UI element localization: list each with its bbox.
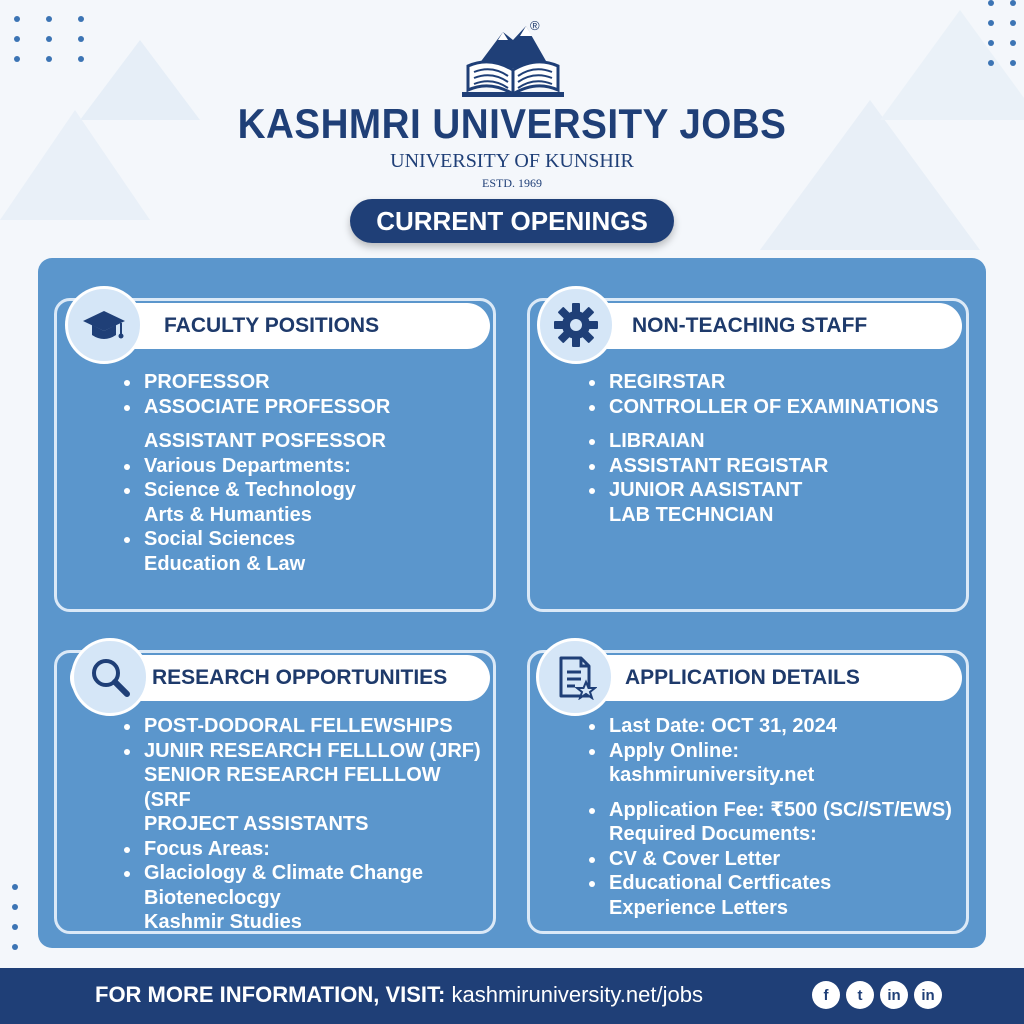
non-teaching-list bbox=[585, 370, 965, 527]
document-badge-icon bbox=[536, 638, 614, 716]
list-item: SENIOR RESEARCH FELLLOW (SRF bbox=[144, 764, 441, 811]
university-name: UNIVERSITY OF KUNSHIR bbox=[390, 150, 634, 172]
list-item: JUNIOR AASISTANT bbox=[585, 478, 965, 503]
facebook-icon[interactable]: f bbox=[812, 981, 840, 1009]
footer-url-link[interactable]: kashmiruniversity.net/jobs bbox=[451, 982, 703, 1007]
gear-icon bbox=[537, 286, 615, 364]
list-item: Education & Law bbox=[144, 552, 306, 575]
list-item: Educational Certficates bbox=[585, 871, 965, 896]
twitter-icon[interactable]: t bbox=[846, 981, 874, 1009]
graduation-cap-icon bbox=[65, 286, 143, 364]
established-year: ESTD. 1969 bbox=[482, 176, 542, 190]
list-item: REGIRSTAR bbox=[585, 370, 965, 395]
list-item: Required Documents: bbox=[609, 823, 817, 845]
application-list bbox=[585, 714, 965, 920]
list-item: ASSOCIATE PROFESSOR bbox=[120, 395, 490, 420]
list-item: Arts & Humanties bbox=[144, 503, 312, 526]
list-item: PROJECT ASSISTANTS bbox=[144, 813, 369, 835]
non-teaching-card-title: NON-TEACHING STAFF bbox=[550, 303, 962, 349]
list-item: ASSISTANT POSFESSOR bbox=[144, 430, 386, 452]
research-list bbox=[120, 714, 490, 935]
footer bbox=[0, 968, 1024, 1024]
decorative-dots bbox=[14, 16, 84, 62]
list-item: JUNIR RESEARCH FELLLOW (JRF) bbox=[120, 739, 490, 764]
list-item: ASSISTANT REGISTAR bbox=[585, 454, 965, 479]
footer-info bbox=[95, 982, 703, 1008]
current-openings-banner: CURRENT OPENINGS bbox=[350, 199, 674, 243]
list-item: Application Fee: ₹500 (SC//ST/EWS) bbox=[585, 798, 965, 823]
list-item: kashmiruniversity.net bbox=[609, 764, 815, 786]
list-item: LIBRAIAN bbox=[585, 429, 965, 454]
list-item: PROFESSOR bbox=[120, 370, 490, 395]
list-item: Apply Online: bbox=[585, 739, 965, 764]
list-item: CV & Cover Letter bbox=[585, 847, 965, 872]
footer-label: FOR MORE INFORMATION, VISIT: bbox=[95, 982, 446, 1007]
list-item: Focus Areas: bbox=[120, 837, 490, 862]
page-title: KASHMRI UNIVERSITY JOBS bbox=[237, 100, 787, 147]
university-logo bbox=[458, 18, 568, 98]
social-links bbox=[812, 981, 942, 1009]
list-item: Glaciology & Climate Change bbox=[120, 861, 490, 886]
application-card-title: APPLICATION DETAILS bbox=[545, 655, 962, 701]
list-item: LAB TECHNCIAN bbox=[609, 503, 774, 526]
list-item: Experience Letters bbox=[609, 896, 788, 919]
list-item: CONTROLLER OF EXAMINATIONS bbox=[585, 395, 965, 420]
magnifier-icon bbox=[71, 638, 149, 716]
decorative-dots bbox=[988, 0, 1016, 66]
decorative-dots bbox=[12, 884, 18, 950]
registered-mark: ® bbox=[530, 18, 540, 33]
faculty-list bbox=[120, 370, 490, 576]
list-item: Last Date: OCT 31, 2024 bbox=[585, 714, 965, 739]
list-item: Bioteneclocgy bbox=[144, 886, 281, 909]
list-item: Various Departments: bbox=[120, 454, 490, 479]
list-item: Science & Technology bbox=[120, 478, 490, 503]
faculty-card-title: FACULTY POSITIONS bbox=[82, 303, 490, 349]
list-item: Social Sciences bbox=[120, 527, 490, 552]
linkedin-icon[interactable]: in bbox=[914, 981, 942, 1009]
research-card-title: RESEARCH OPPORTUNITIES bbox=[70, 655, 490, 701]
list-item: Kashmir Studies bbox=[144, 911, 302, 933]
list-item: POST-DODORAL FELLEWSHIPS bbox=[120, 714, 490, 739]
linkedin-icon[interactable]: in bbox=[880, 981, 908, 1009]
